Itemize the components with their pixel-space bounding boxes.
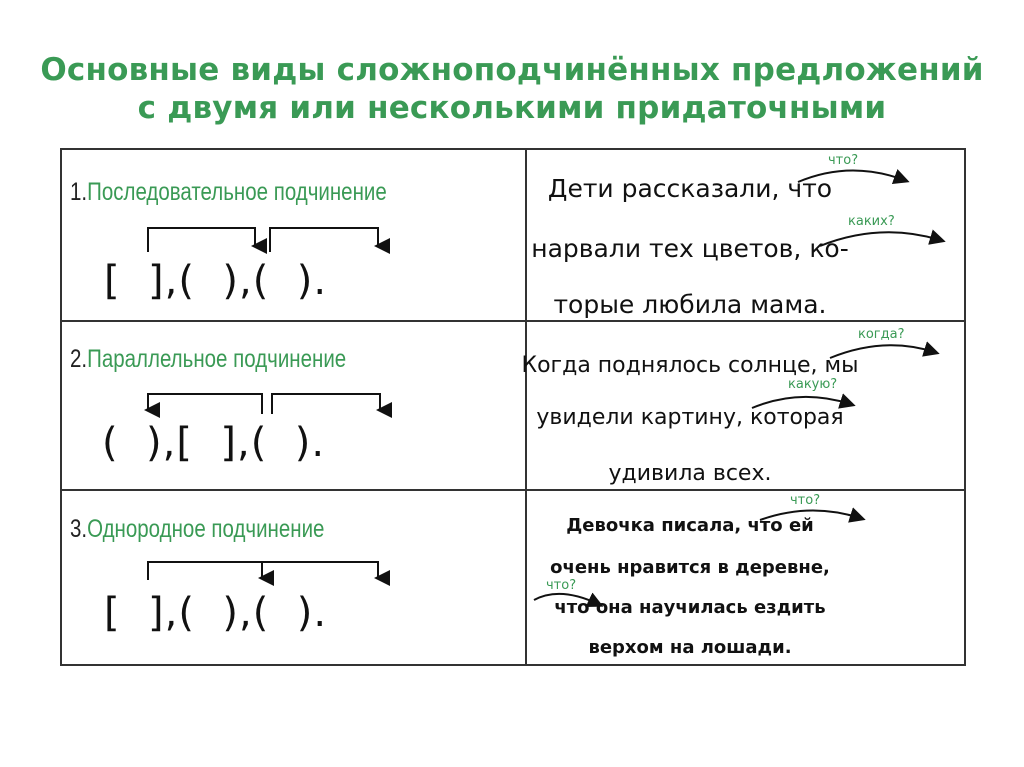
row-2-example-line-1: Когда поднялось солнце, мы [521, 353, 859, 378]
row-2-title: Параллельное подчинение [87, 345, 347, 373]
row-2-question-2: какую? [788, 377, 838, 392]
page-title-line-2: с двумя или несколькими придаточными [137, 90, 887, 126]
row-1-example-line-2: нарвали тех цветов, ко- [531, 234, 849, 263]
row-3-question-2: что? [546, 578, 577, 593]
row-1-example-line-3: торые любила мама. [553, 290, 827, 319]
row-1-example-line-1: Дети рассказали, что [547, 174, 833, 203]
row-2-question-1: когда? [858, 327, 905, 342]
row-3-example [480, 517, 900, 657]
row-1-title: Последовательное подчинение [87, 178, 387, 206]
row-3-example-line-2: очень нравится в деревне, [550, 557, 830, 578]
row-3-number: 3. [70, 515, 88, 543]
page-title-line-1: Основные виды сложноподчинённых предложений [40, 52, 984, 88]
row-3-question-1: что? [790, 493, 821, 508]
row-2-number: 2. [70, 345, 88, 373]
row-1-scheme: [ ],( ),( ). [104, 258, 328, 304]
row-3-example-line-4: верхом на лошади. [588, 637, 792, 658]
row-2-example-line-2: увидели картину, которая [536, 405, 844, 430]
row-1-question-1: что? [828, 153, 859, 168]
row-1-number: 1. [70, 178, 88, 206]
row-2-example-line-3: удивила всех. [608, 461, 772, 486]
row-1-question-2: каких? [848, 214, 895, 229]
row-3-example-line-1: Девочка писала, что ей [566, 515, 814, 536]
row-3-example-line-3: что она научилась ездить [554, 597, 826, 618]
row-3-title: Однородное подчинение [87, 515, 325, 543]
row-3-scheme: [ ],( ),( ). [104, 590, 328, 636]
row-2-scheme: ( ),[ ],( ). [102, 420, 326, 466]
